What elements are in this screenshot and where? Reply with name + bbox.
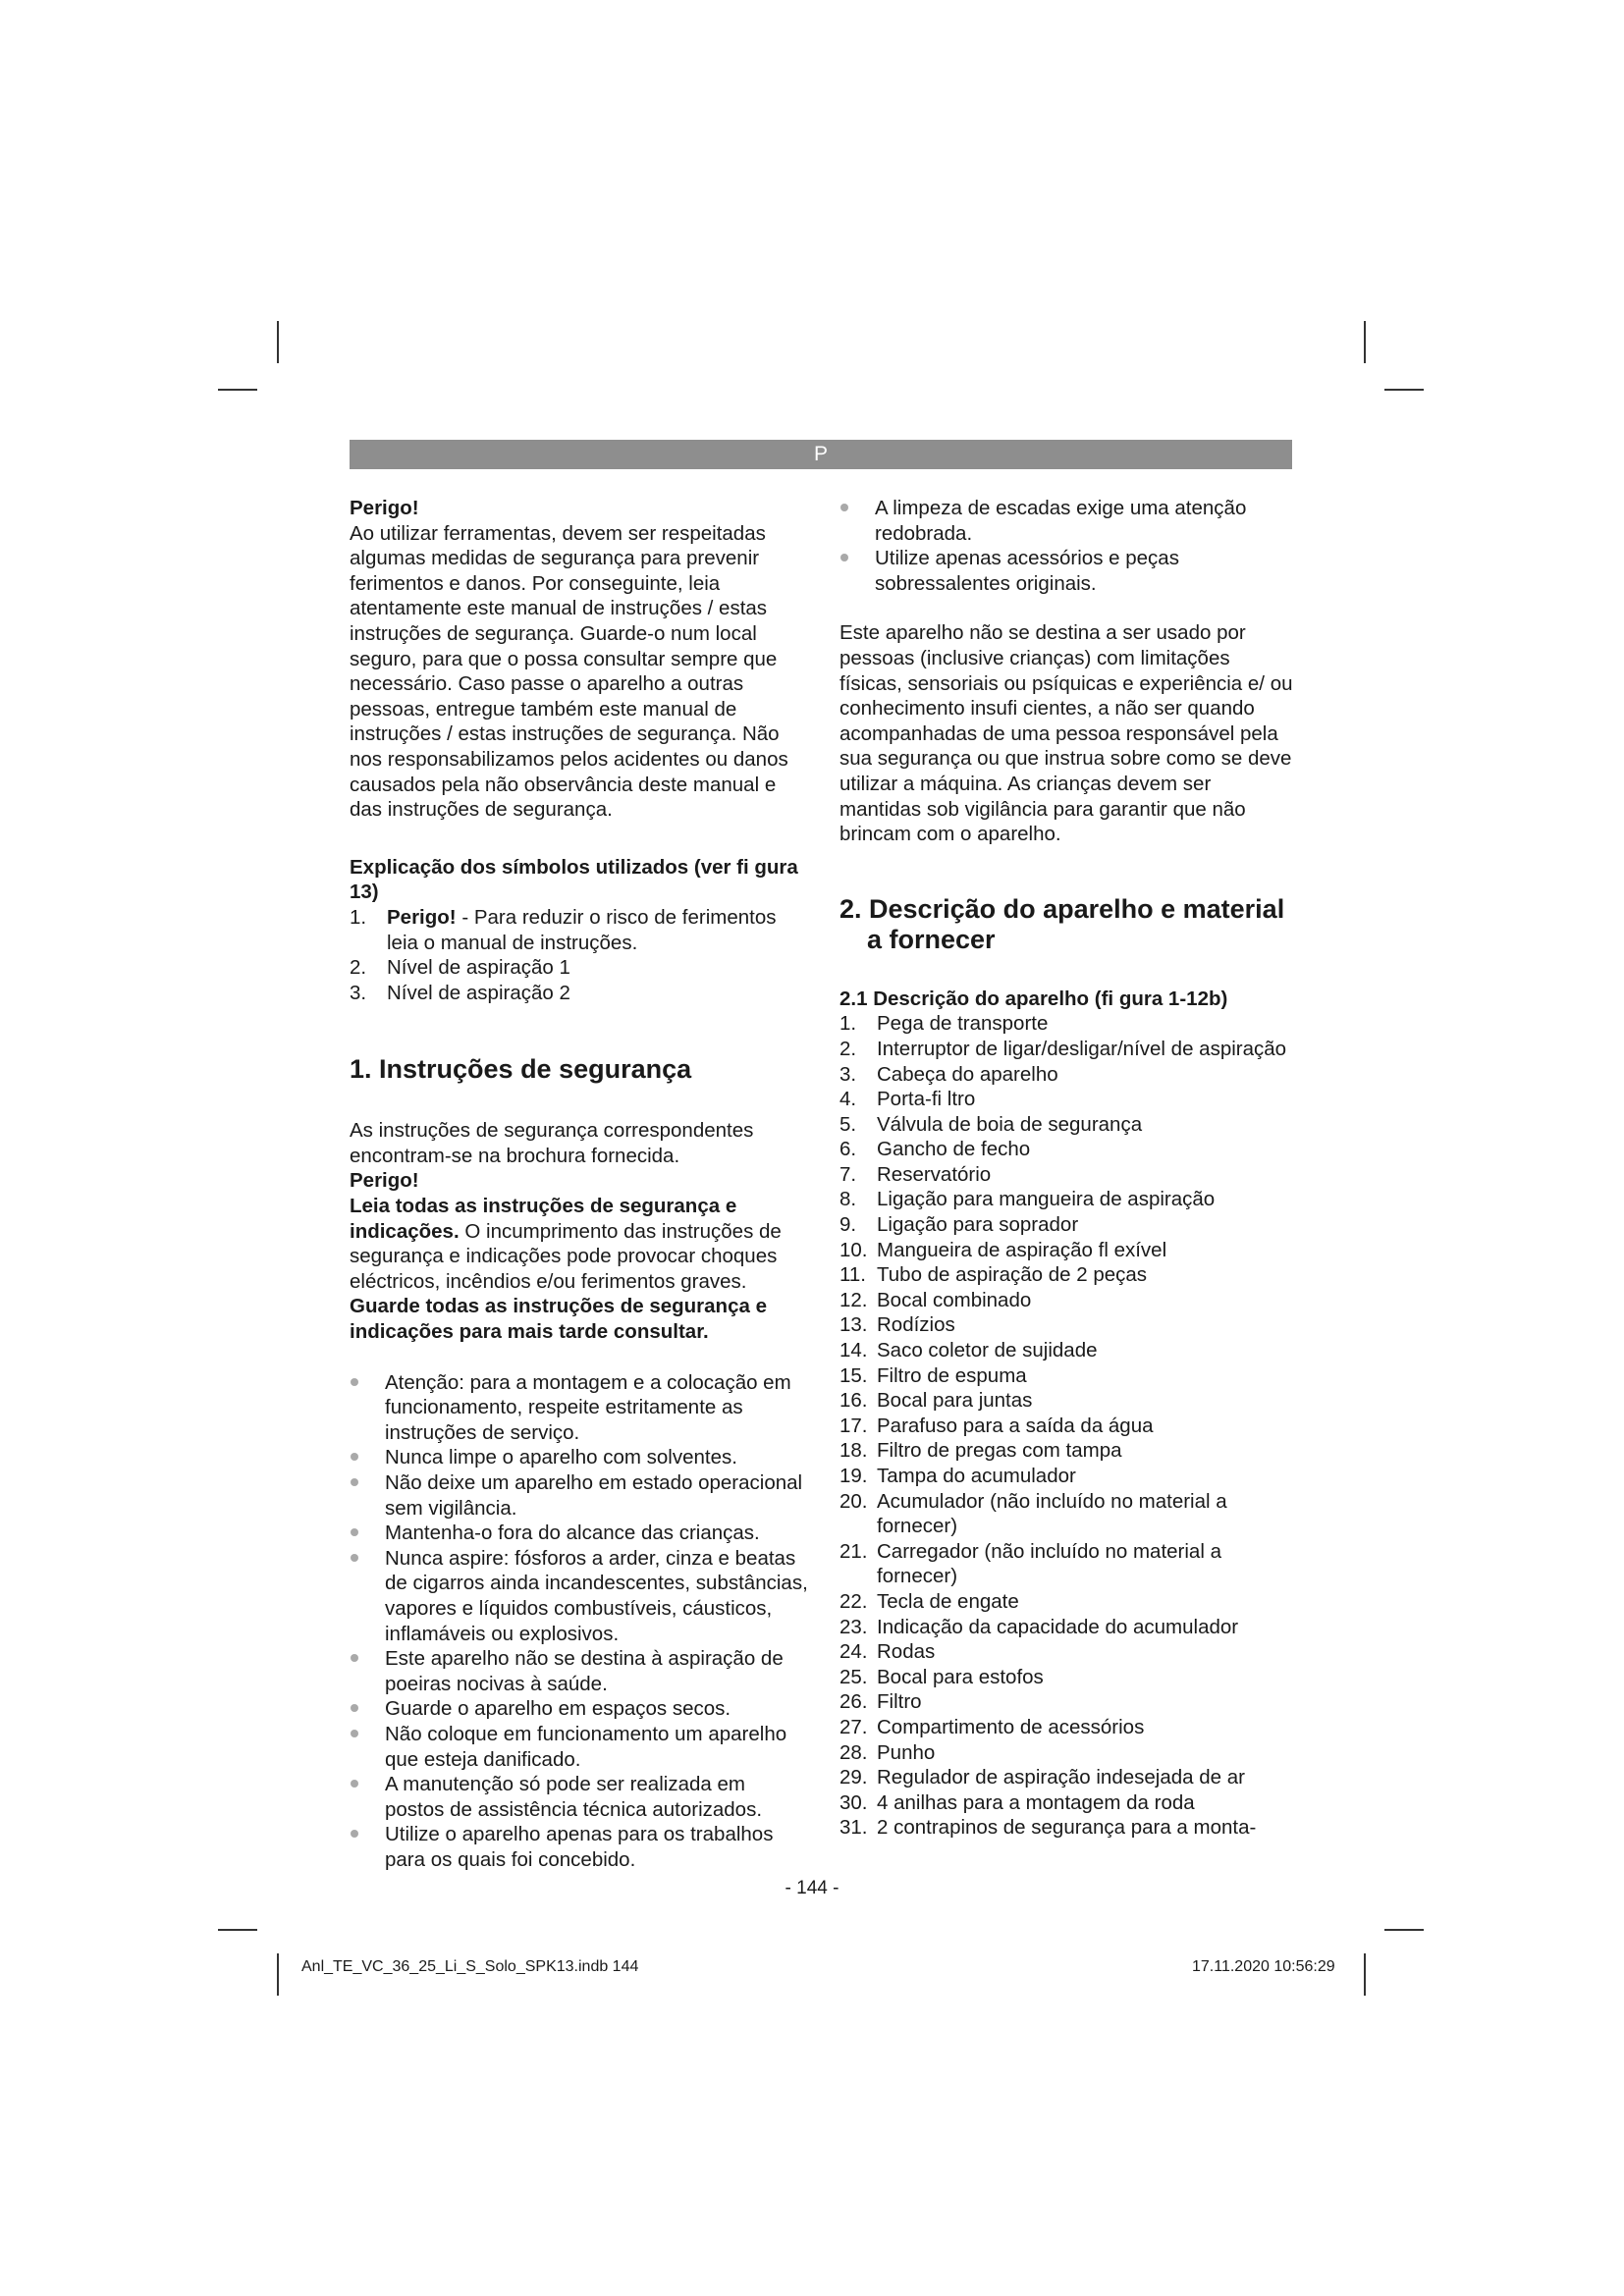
part-item: 15. Filtro de espuma bbox=[839, 1363, 1027, 1387]
part-item: 25. Bocal para estofos bbox=[839, 1665, 1044, 1688]
part-item: 2. Interruptor de ligar/desligar/nível de aspiração bbox=[839, 1037, 1287, 1060]
bullet-icon bbox=[840, 504, 848, 511]
part-item: 29. Regulador de aspiração indesejada de ar bbox=[839, 1766, 1245, 1789]
part-item: 30. 4 anilhas para a montagem da roda bbox=[839, 1790, 1195, 1814]
crop-mark-bottom-right-vertical bbox=[1364, 1953, 1366, 1996]
part-item: 17. Parafuso para a saída da água bbox=[839, 1414, 1154, 1437]
section1-intro: As instruções de segurança correspondentes encontram-se na brochura fornecida. bbox=[350, 1119, 754, 1167]
safety-bullet: Guarde o aparelho em espaços secos. bbox=[350, 1696, 809, 1722]
children-warning-text: Este aparelho não se destina a ser usado por pessoas (inclusive crianças) com limitações físicas, sensoriais ou psíquicas e experiência e/ ou conhecimento insufi cientes, a não ser quando acompanhadas de uma pessoa responsável pela sua segurança ou que instrua sobre como se deve utilizar a máquina. As crianças devem ser mantidas sob vigilância para garantir que não brincam com o aparelho. bbox=[839, 621, 1293, 846]
part-item: 23. Indicação da capacidade do acumulador bbox=[839, 1615, 1239, 1638]
part-item: 13. Rodízios bbox=[839, 1313, 955, 1337]
safety-bullet: Este aparelho não se destina à aspiração de poeiras nocivas à saúde. bbox=[350, 1646, 809, 1696]
part-item: 19. Tampa do acumulador bbox=[839, 1465, 1076, 1487]
bullet-icon bbox=[351, 1780, 358, 1788]
intro-danger-title: Perigo! bbox=[350, 497, 419, 519]
spacer bbox=[350, 1005, 809, 1054]
safety-bullet: Utilize o aparelho apenas para os trabalhos para os quais foi concebido. bbox=[350, 1822, 809, 1872]
symbol-item: 2. Nível de aspiração 1 bbox=[350, 956, 570, 980]
footer-timestamp: 17.11.2020 10:56:29 bbox=[1192, 1958, 1335, 1975]
part-item: 9. Ligação para soprador bbox=[839, 1213, 1079, 1237]
footer-filename: Anl_TE_VC_36_25_Li_S_Solo_SPK13.indb 144 bbox=[301, 1958, 639, 1975]
part-item: 3. Cabeça do aparelho bbox=[839, 1062, 1058, 1086]
section1-warning: Leia todas as instruções de segurança e indicações. O incumprimento das instruções de segurança e indicações pode provocar choques eléctricos, incêndios e/ou ferimentos graves. bbox=[350, 1195, 782, 1293]
part-item: 1. Pega de transporte bbox=[839, 1012, 1049, 1036]
safety-bullet: Não coloque em funcionamento um aparelho que esteja danificado. bbox=[350, 1722, 809, 1772]
part-item: 4. Porta-fi ltro bbox=[839, 1088, 976, 1111]
symbols-title: Explicação dos símbolos utilizados (ver fi gura 13) bbox=[350, 855, 798, 904]
bullet-icon bbox=[351, 1528, 358, 1536]
safety-bullet-list-continued bbox=[839, 496, 1296, 596]
bullet-icon bbox=[351, 1704, 358, 1712]
part-item: 7. Reservatório bbox=[839, 1162, 992, 1186]
part-item: 22. Tecla de engate bbox=[839, 1589, 1019, 1613]
language-code: P bbox=[813, 443, 828, 465]
crop-mark-top-left-horizontal bbox=[218, 389, 257, 391]
spacer bbox=[350, 1085, 809, 1118]
spacer bbox=[839, 847, 1296, 894]
crop-mark-top-right-horizontal bbox=[1384, 389, 1424, 391]
part-item: 5. Válvula de boia de segurança bbox=[839, 1112, 1143, 1136]
section1-danger-title: Perigo! bbox=[350, 1169, 419, 1193]
part-item: 26. Filtro bbox=[839, 1690, 922, 1714]
part-item: 6. Gancho de fecho bbox=[839, 1138, 1031, 1161]
bullet-icon bbox=[351, 1378, 358, 1386]
right-column bbox=[839, 496, 1296, 1841]
section2-title: 2. Descrição do aparelho e material a fornecer bbox=[839, 893, 1285, 954]
part-item: 11. Tubo de aspiração de 2 peças bbox=[839, 1263, 1148, 1287]
symbol-item: 1. Perigo! - Para reduzir o risco de ferimentos leia o manual de instruções. bbox=[350, 905, 777, 954]
bullet-icon bbox=[840, 554, 848, 561]
spacer bbox=[839, 596, 1296, 620]
part-item: 18. Filtro de pregas com tampa bbox=[839, 1439, 1122, 1463]
safety-bullet: Nunca limpe o aparelho com solventes. bbox=[350, 1445, 809, 1470]
part-item: 28. Punho bbox=[839, 1740, 936, 1764]
safety-bullet: Nunca aspire: fósforos a arder, cinza e beatas de cigarros ainda incandescentes, substâncias, vapores e líquidos combustíveis, cáusticos, inflamáveis ou explosivos. bbox=[350, 1546, 809, 1646]
intro-text: Ao utilizar ferramentas, devem ser respeitadas algumas medidas de segurança para prevenir ferimentos e danos. Por conseguinte, leia atentamente este manual de instruções / estas instruções de segurança. Guarde-o num local seguro, para que o possa consultar sempre que necessário. Caso passe o aparelho a outras pessoas, entregue também este manual de instruções / estas instruções de segurança. Não nos responsabilizamos pelos acidentes ou danos causados pela não observância deste manual e das instruções de segurança. bbox=[350, 521, 788, 822]
spacer bbox=[350, 823, 809, 855]
spacer bbox=[839, 955, 1296, 987]
symbols-list bbox=[350, 905, 809, 1005]
part-item: 8. Ligação para mangueira de aspiração bbox=[839, 1188, 1216, 1211]
page-number: - 144 - bbox=[785, 1878, 839, 1898]
section1-title: 1. Instruções de segurança bbox=[350, 1054, 692, 1085]
bullet-icon bbox=[351, 1453, 358, 1461]
part-item: 12. Bocal combinado bbox=[839, 1288, 1032, 1311]
part-item: 20. Acumulador (não incluído no material a fornecer) bbox=[839, 1489, 1227, 1538]
part-item: 27. Compartimento de acessórios bbox=[839, 1715, 1145, 1738]
bullet-icon bbox=[351, 1830, 358, 1838]
part-item: 10. Mangueira de aspiração fl exível bbox=[839, 1238, 1167, 1261]
bullet-icon bbox=[351, 1478, 358, 1486]
symbol-item: 3. Nível de aspiração 2 bbox=[350, 981, 570, 1004]
part-item: 24. Rodas bbox=[839, 1640, 936, 1664]
safety-bullet: A manutenção só pode ser realizada em postos de assistência técnica autorizados. bbox=[350, 1772, 809, 1822]
bullet-icon bbox=[351, 1654, 358, 1662]
language-header-bar bbox=[350, 440, 1292, 469]
safety-bullet: Não deixe um aparelho em estado operacional sem vigilância. bbox=[350, 1470, 809, 1521]
crop-mark-bottom-left-vertical bbox=[277, 1953, 279, 1996]
crop-mark-bottom-right-horizontal bbox=[1384, 1929, 1424, 1931]
crop-mark-top-right-vertical bbox=[1364, 321, 1366, 363]
part-item: 14. Saco coletor de sujidade bbox=[839, 1339, 1098, 1362]
left-column bbox=[350, 496, 809, 1873]
spacer bbox=[350, 1345, 809, 1370]
safety-bullet: A limpeza de escadas exige uma atenção redobrada. bbox=[839, 496, 1296, 546]
crop-mark-bottom-left-horizontal bbox=[218, 1929, 257, 1931]
safety-bullet-list bbox=[350, 1370, 809, 1873]
crop-mark-top-left-vertical bbox=[277, 321, 279, 363]
safety-bullet: Utilize apenas acessórios e peças sobressalentes originais. bbox=[839, 546, 1296, 596]
subsection-2-1-title: 2.1 Descrição do aparelho (fi gura 1-12b) bbox=[839, 987, 1228, 1010]
bullet-icon bbox=[351, 1554, 358, 1562]
part-item: 31. 2 contrapinos de segurança para a monta- bbox=[839, 1816, 1257, 1840]
parts-list bbox=[839, 1011, 1296, 1841]
part-item: 21. Carregador (não incluído no material a fornecer) bbox=[839, 1539, 1221, 1588]
safety-bullet: Atenção: para a montagem e a colocação em funcionamento, respeite estritamente as instruções de serviço. bbox=[350, 1370, 809, 1446]
safety-bullet: Mantenha-o fora do alcance das crianças. bbox=[350, 1521, 809, 1546]
part-item: 16. Bocal para juntas bbox=[839, 1389, 1033, 1413]
section1-keep-note: Guarde todas as instruções de segurança e indicações para mais tarde consultar. bbox=[350, 1295, 767, 1344]
bullet-icon bbox=[351, 1730, 358, 1737]
